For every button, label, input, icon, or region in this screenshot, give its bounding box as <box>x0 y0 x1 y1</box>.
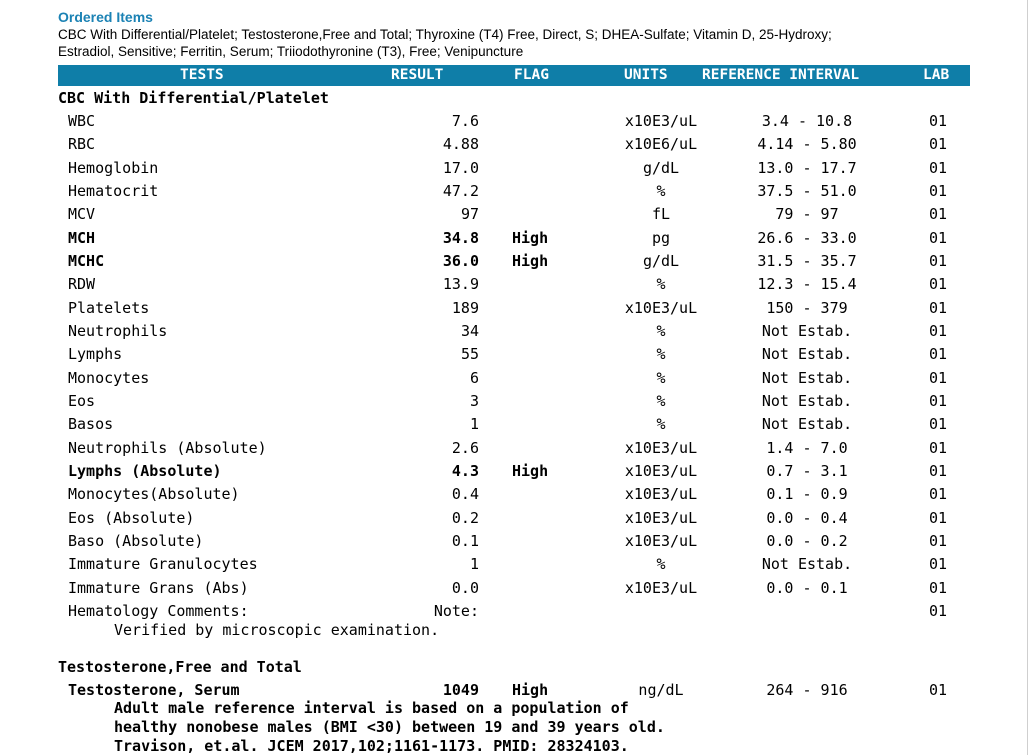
test-reference: Not Estab. <box>761 415 853 434</box>
test-reference: 12.3 - 15.4 <box>757 275 857 294</box>
test-lab: 01 <box>929 228 948 247</box>
test-lab: 01 <box>929 135 948 154</box>
test-units: x10E3/uL <box>624 438 698 457</box>
test-reference: 31.5 - 35.7 <box>757 252 857 270</box>
test-reference: Not Estab. <box>761 392 853 410</box>
test-name: Eos (Absolute) <box>68 508 195 527</box>
table-row <box>0 158 1031 178</box>
test-reference: 0.7 - 3.1 <box>766 461 848 480</box>
test-lab: 01 <box>929 508 948 527</box>
col-header-units: UNITS <box>624 67 668 83</box>
test-reference: Not Estab. <box>761 345 853 364</box>
col-header-lab: LAB <box>923 67 950 83</box>
test-reference: 0.0 - 0.2 <box>766 531 848 550</box>
table-row <box>0 484 1031 504</box>
test-result: 97 <box>460 205 479 224</box>
test-lab: 01 <box>929 578 948 597</box>
table-row <box>0 368 1031 388</box>
test-name: WBC <box>68 112 96 130</box>
test-name: RDW <box>68 275 96 294</box>
test-lab: 01 <box>929 531 948 550</box>
table-row <box>0 601 1031 621</box>
test-reference: 0.1 - 0.9 <box>766 485 848 504</box>
test-units: pg <box>651 228 671 247</box>
table-row <box>0 111 1031 131</box>
test-reference: 13.0 - 17.7 <box>757 158 857 177</box>
test-lab: 01 <box>929 368 948 387</box>
test-lab: 01 <box>929 485 948 504</box>
test-name: RBC <box>68 135 96 154</box>
test-result: 1 <box>469 555 479 574</box>
test-units: % <box>656 345 666 364</box>
test-units: g/dL <box>642 158 680 177</box>
test-units: x10E3/uL <box>624 298 698 317</box>
test-result: 0.2 <box>451 508 479 527</box>
test-units: x10E3/uL <box>624 531 698 550</box>
test-units: % <box>656 392 666 410</box>
test-lab: 01 <box>929 252 948 270</box>
ordered-items-line-1: CBC With Differential/Platelet; Testosterone,Free and Total; Thyroxine (T4) Free, Direct, S; DHEA-Sulfate; Vitamin D, 25-Hydroxy; <box>58 27 832 42</box>
test-reference: 0.0 - 0.4 <box>766 508 848 527</box>
testosterone-note-line-2: healthy nonobese males (BMI <30) between 19 and 39 years old. <box>114 718 665 736</box>
test-name: Hemoglobin <box>68 158 159 177</box>
test-lab: 01 <box>929 182 948 200</box>
test-units: % <box>656 555 666 574</box>
test-reference: 0.0 - 0.1 <box>766 578 848 597</box>
ordered-items-block <box>58 9 988 60</box>
test-units: x10E3/uL <box>624 578 698 597</box>
ordered-items-title: Ordered Items <box>58 9 153 25</box>
test-flag: High <box>512 681 549 699</box>
table-row <box>0 228 1031 248</box>
test-lab: 01 <box>929 205 948 224</box>
section-title-testosterone: Testosterone,Free and Total <box>58 658 302 676</box>
test-name: MCHC <box>68 252 105 270</box>
test-name: Platelets <box>68 298 150 317</box>
test-units: x10E3/uL <box>624 461 698 480</box>
test-reference: 1.4 - 7.0 <box>766 438 848 457</box>
test-name: Neutrophils <box>68 322 168 340</box>
test-name: MCV <box>68 205 96 224</box>
table-row <box>0 344 1031 364</box>
test-result: 17.0 <box>442 158 479 177</box>
test-result: 189 <box>451 298 479 317</box>
test-lab: 01 <box>929 392 948 410</box>
test-reference: 26.6 - 33.0 <box>757 228 857 247</box>
test-units: x10E3/uL <box>624 508 698 527</box>
test-units: % <box>656 415 666 434</box>
test-name: Monocytes(Absolute) <box>68 485 240 504</box>
test-units: % <box>656 275 666 294</box>
test-result: 13.9 <box>442 275 479 294</box>
test-result: 2.6 <box>451 438 479 457</box>
test-name: Immature Grans (Abs) <box>68 578 249 597</box>
hematology-comment-text: Verified by microscopic examination. <box>114 621 440 639</box>
testosterone-note-line-1: Adult male reference interval is based on a population of <box>114 699 629 717</box>
test-reference: Not Estab. <box>761 555 853 574</box>
test-flag: High <box>512 461 549 480</box>
test-result: 6 <box>469 368 479 387</box>
test-flag: High <box>512 228 549 247</box>
test-lab: 01 <box>929 601 948 620</box>
test-reference: 3.4 - 10.8 <box>761 112 853 130</box>
col-header-tests: TESTS <box>180 67 224 83</box>
test-lab: 01 <box>929 461 948 480</box>
test-name: Monocytes <box>68 368 150 387</box>
test-name: Hematocrit <box>68 182 159 200</box>
test-lab: 01 <box>929 681 948 699</box>
table-row <box>0 321 1031 341</box>
col-header-result: RESULT <box>391 67 444 83</box>
test-result: 0.0 <box>451 578 479 597</box>
test-lab: 01 <box>929 555 948 574</box>
test-lab: 01 <box>929 438 948 457</box>
test-name: Testosterone, Serum <box>68 681 240 699</box>
table-row <box>0 391 1031 411</box>
col-header-reference-interval: REFERENCE INTERVAL <box>702 67 860 83</box>
table-row <box>0 414 1031 434</box>
test-reference: 37.5 - 51.0 <box>757 182 857 200</box>
test-reference: Not Estab. <box>761 368 853 387</box>
test-name: Immature Granulocytes <box>68 555 258 574</box>
table-row <box>0 181 1031 201</box>
test-result: 34 <box>460 322 479 340</box>
test-result: 34.8 <box>442 228 479 247</box>
testosterone-note-line-3: Travison, et.al. JCEM 2017,102;1161-1173. PMID: 28324103. <box>114 737 629 755</box>
table-row <box>0 438 1031 458</box>
test-result: 3 <box>469 392 479 410</box>
test-result: 36.0 <box>442 252 479 270</box>
test-lab: 01 <box>929 298 948 317</box>
table-row <box>0 531 1031 551</box>
test-lab: 01 <box>929 322 948 340</box>
test-flag: High <box>512 252 549 270</box>
test-units: x10E6/uL <box>624 135 698 154</box>
test-lab: 01 <box>929 158 948 177</box>
table-row <box>0 204 1031 224</box>
test-name: Hematology Comments: <box>68 601 249 620</box>
ordered-items-line-2: Estradiol, Sensitive; Ferritin, Serum; Triiodothyronine (T3), Free; Venipuncture <box>58 44 524 59</box>
table-row <box>0 298 1031 318</box>
test-lab: 01 <box>929 112 948 130</box>
test-result: 4.88 <box>442 135 479 154</box>
table-row <box>0 461 1031 481</box>
test-units: g/dL <box>642 252 680 270</box>
test-name: MCH <box>68 228 96 247</box>
test-result: 1 <box>469 415 479 434</box>
test-units: % <box>656 368 666 387</box>
test-name: Eos <box>68 392 96 410</box>
test-lab: 01 <box>929 345 948 364</box>
table-row-testosterone-serum <box>0 680 1031 700</box>
test-result: 7.6 <box>451 112 479 130</box>
test-result: 47.2 <box>442 182 479 200</box>
test-units: % <box>656 182 666 200</box>
test-result: 4.3 <box>451 461 479 480</box>
test-result: Note: <box>433 601 479 620</box>
col-header-flag: FLAG <box>514 67 549 83</box>
table-row <box>0 251 1031 271</box>
test-reference: 150 - 379 <box>766 298 848 317</box>
test-name: Baso (Absolute) <box>68 531 204 550</box>
test-reference: 79 - 97 <box>775 205 839 224</box>
test-result: 55 <box>460 345 479 364</box>
test-result: 0.4 <box>451 485 479 504</box>
test-name: Lymphs <box>68 345 123 364</box>
test-result: 0.1 <box>451 531 479 550</box>
test-result: 1049 <box>442 681 479 699</box>
test-units: ng/dL <box>638 681 684 699</box>
test-lab: 01 <box>929 275 948 294</box>
table-row <box>0 554 1031 574</box>
test-reference: 4.14 - 5.80 <box>757 135 857 154</box>
table-row <box>0 274 1031 294</box>
test-units: fL <box>651 205 671 224</box>
test-lab: 01 <box>929 415 948 434</box>
table-row <box>0 508 1031 528</box>
test-name: Basos <box>68 415 114 434</box>
test-reference: Not Estab. <box>761 322 853 340</box>
test-reference: 264 - 916 <box>766 681 848 699</box>
test-units: x10E3/uL <box>624 485 698 504</box>
test-name: Lymphs (Absolute) <box>68 461 222 480</box>
section-title-cbc: CBC With Differential/Platelet <box>58 89 329 107</box>
table-row <box>0 134 1031 154</box>
test-units: x10E3/uL <box>624 112 698 130</box>
test-units: % <box>656 322 666 340</box>
table-row <box>0 578 1031 598</box>
test-name: Neutrophils (Absolute) <box>68 438 267 457</box>
